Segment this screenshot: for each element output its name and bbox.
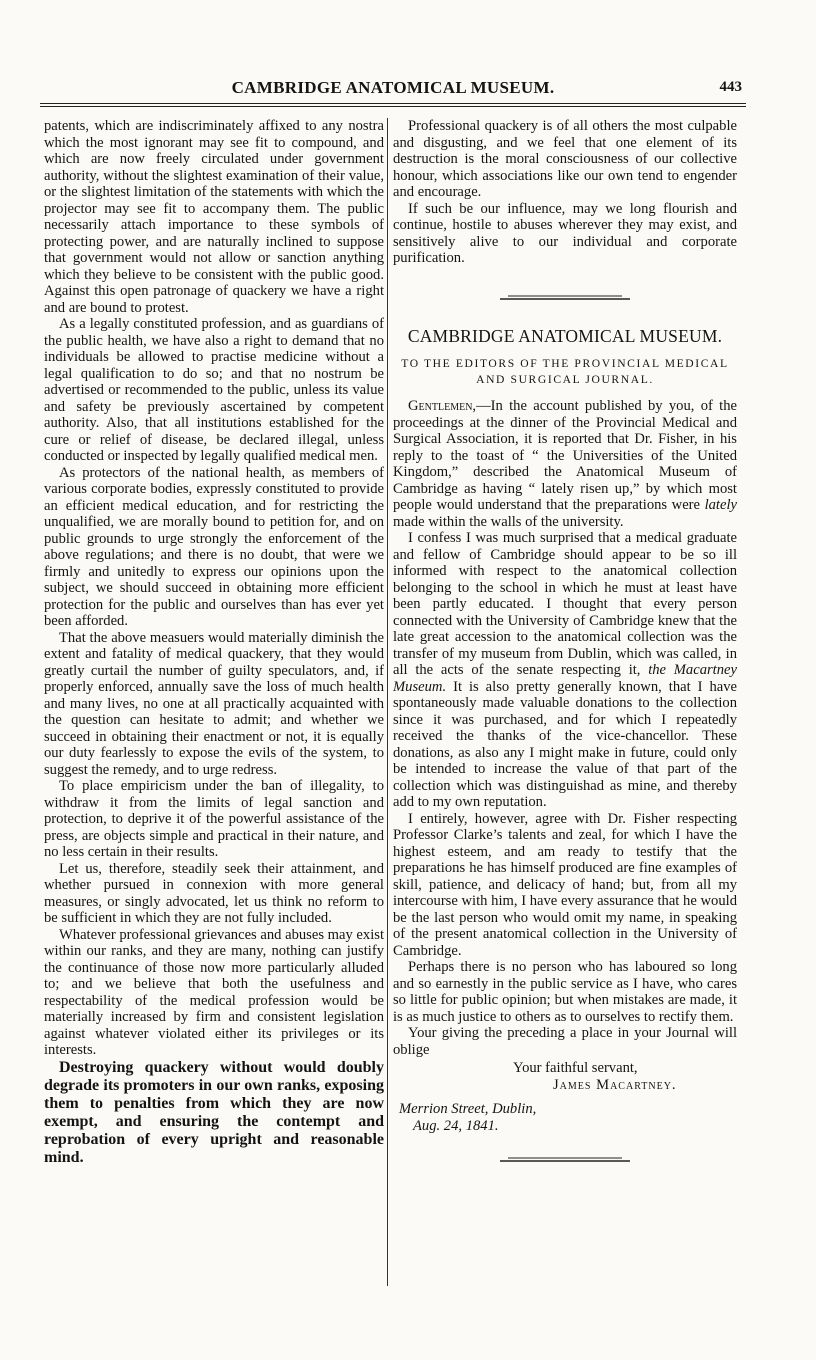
paragraph: Let us, therefore, steadily seek their attainment, and whether pursued in connexion with more general measures, or singly advocated, let us think no reform to be sufficient in which they are not fully included. bbox=[44, 860, 384, 926]
salutation: Gentlemen, bbox=[408, 398, 477, 414]
paragraph: Gentlemen,—In the account published by you, of the proceedings at the dinner of the Provincial Medical and Surgical Association, it is reported that Dr. Fisher, in his reply to the toast of “ the Universities of the United Kingdom,” described the Anatomical Museum of Cambridge as having “ lately risen up,” by which most people would understand that the preparations were lately made within the walls of the university. bbox=[393, 398, 737, 530]
paragraph: Your giving the preceding a place in your Journal will oblige bbox=[393, 1025, 737, 1058]
letter-closing bbox=[393, 1060, 737, 1093]
paragraph: Whatever professional grievances and abuses may exist within our ranks, and they are many, nothing can justify the continuance of those now more particularly alluded to; and we believe that both the usefulness and respectability of the medical profession would be materially increased by firm and consistent legislation against whatever violated either its privileges or its interests. bbox=[44, 926, 384, 1058]
letter-title: CAMBRIDGE ANATOMICAL MUSEUM. bbox=[407, 325, 723, 346]
paragraph: To place empiricism under the ban of illegality, to withdraw it from the limits of legal sanction and protection, to deprive it of the powerful assistance of the press, are objects simple and practical in their nature, and no less certain in their results. bbox=[44, 778, 384, 860]
left-column bbox=[44, 118, 384, 1167]
paragraph: Professional quackery is of all others the most culpable and disgusting, and we feel that one element of its destruction is the moral consciousness of our collective honour, which associations like our own tend to engender and encourage. bbox=[393, 118, 737, 200]
paragraph: That the above measuers would materially diminish the extent and fatality of medical quackery, that they would greatly curtail the number of guilty speculators, and, if properly enforced, annually save the loss of much health and many lives, no one at all practically acquainted with the question can hesitate to admit; and whether we succeed in obtaining their enactment or not, it is equally our duty fearlessly to expose the evils of the system, to suggest the remedy, and to urge redress. bbox=[44, 629, 384, 778]
paragraph: I entirely, however, agree with Dr. Fisher respecting Professor Clarke’s talents and zeal, for which I have the highest esteem, and am ready to testify that the preparations he has himself produced are fine examples of skill, patience, and delicacy of hand; but, from all my intercourse with him, I have every assurance that he would be the last person who would omit my name, in speaking of the present anatomical collection in the University of Cambridge. bbox=[393, 810, 737, 959]
end-divider-ornament bbox=[500, 1156, 630, 1164]
page-number: 443 bbox=[719, 79, 742, 95]
paragraph: I confess I was much surprised that a medical graduate and fellow of Cambridge should appear to be so ill informed with respect to the anatomical collection belonging to the school in which he must at least have been partly educated. I thought that every person connected with the University of Cambridge knew that the late great accession to the anatomical collection was the transfer of my museum from Dublin, which was called, in all the acts of the senate respecting it, the Macartney Museum. It is also pretty generally known, that I have spontaneously made valuable donations to the collection since it was purchased, and for which I repeatedly received the thanks of the vice-chancellor. These donations, as also any I might make in future, could only be intended to increase the value of that part of the collection which was distinguishad as mine, and thereby add to my own reputation. bbox=[393, 530, 737, 810]
header-double-rule bbox=[40, 103, 746, 107]
address: Merrion Street, Dublin, bbox=[399, 1101, 537, 1117]
paragraph: As a legally constituted profession, and as guardians of the public health, we have also a right to demand that no individuals be allowed to practise medicine without a legal qualification to do so; and that no nostrum be advertised or recommended to the public, unless its value and safety be previously ascertained by competent authority. Also, that all institutions established for the cure or relief of disease, be declared illegal, unless conducted or inspected by legally qualified medical men. bbox=[44, 316, 384, 464]
right-column bbox=[393, 118, 737, 1164]
paragraph: If such be our influence, may we long flourish and continue, hostile to abuses wherever they may exist, and sensitively alive to our individual and corporate purification. bbox=[393, 200, 737, 266]
section-divider-ornament bbox=[500, 294, 630, 302]
paragraph: Destroying quackery without would doubly degrade its promoters in our own ranks, exposing them to penalties from which they are now exempt, and ensuring the contempt and reprobation of every upright and reasonable mind. bbox=[44, 1058, 384, 1166]
date: Aug. 24, 1841. bbox=[413, 1117, 499, 1134]
paragraph: patents, which are indiscriminately affixed to any nostra which the most ignorant may see fit to compound, and which are now freely circulated under government authority, without the slightest examination of their value, or the slightest limitation of the statements with which the projector may see fit to accompany them. The public necessarily attach importance to these symbols of protecting power, and are naturally inclined to suppose that government would not allow or sanction anything which they believe to be consistent with the public good. Against this open patronage of quackery we have a right and are bound to protest. bbox=[44, 118, 384, 316]
valediction: Your faithful servant, bbox=[513, 1060, 638, 1076]
column-divider bbox=[387, 118, 388, 1286]
running-head-title: CAMBRIDGE ANATOMICAL MUSEUM. bbox=[231, 78, 555, 97]
signature: James Macartney. bbox=[553, 1076, 677, 1093]
letter-addressee: TO THE EDITORS OF THE PROVINCIAL MEDICAL AND SURGICAL JOURNAL. bbox=[401, 357, 729, 386]
paragraph: As protectors of the national health, as members of various corporate bodies, expressly constituted to provide an efficient medical education, and for restricting the unqualified, we are morally bound to petition for, and on public grounds to urge strongly the enforcement of the above regulations; and there is no doubt, that were we firmly and unitedly to express our opinions upon the subject, we should succeed in obtaining more efficient protection for the public and ourselves than has ever yet been afforded. bbox=[44, 464, 384, 629]
paragraph: Perhaps there is no person who has laboured so long and so earnestly in the public service as I have, who cares so little for public opinion; but when mistakes are made, it is as much justice to others as to ourselves to rectify them. bbox=[393, 959, 737, 1025]
running-head bbox=[40, 78, 746, 104]
dateline bbox=[393, 1101, 737, 1134]
